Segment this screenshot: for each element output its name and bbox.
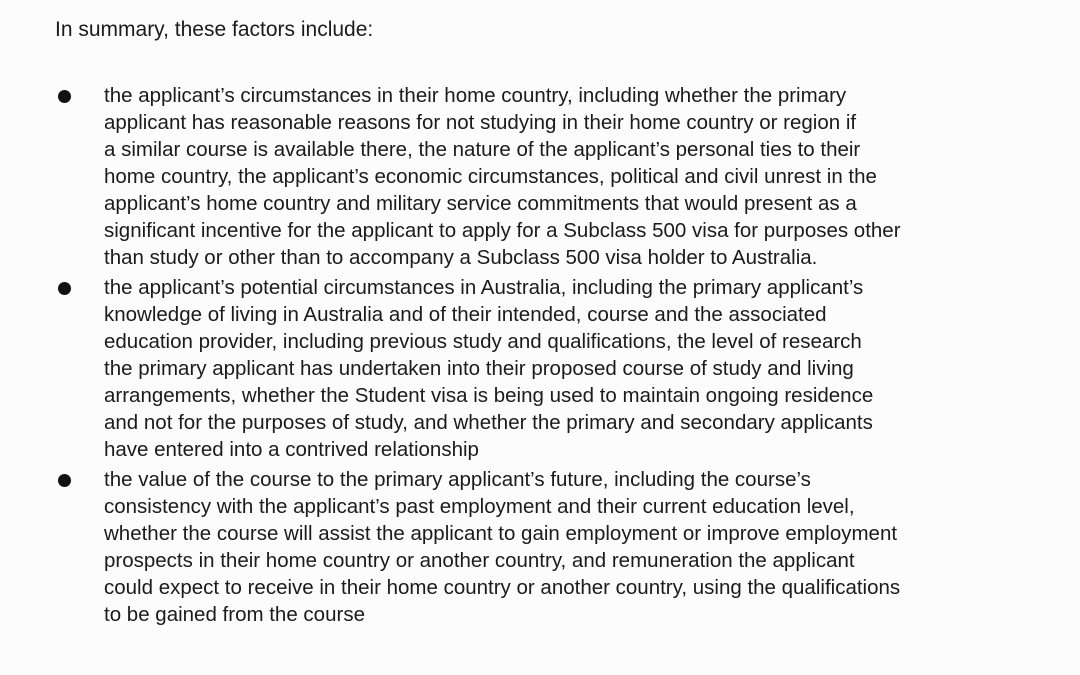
bullet-line: to be gained from the course (104, 603, 365, 626)
bullet-item (55, 82, 1015, 271)
bullet-dot-icon (58, 474, 71, 487)
bullet-line: the value of the course to the primary applicant’s future, including the course’s (104, 468, 811, 491)
bullet-line: could expect to receive in their home country or another country, using the qualifications (104, 576, 901, 599)
bullet-line: than study or other than to accompany a Subclass 500 visa holder to Australia. (104, 246, 818, 269)
bullet-line: applicant’s home country and military service commitments that would present as a (104, 192, 857, 215)
bullet-line: the applicant’s potential circumstances in Australia, including the primary applicant’s (104, 276, 864, 299)
bullet-dot-icon (58, 90, 71, 103)
bullet-line: significant incentive for the applicant to apply for a Subclass 500 visa for purposes other (104, 219, 901, 242)
bullet-line: prospects in their home country or another country, and remuneration the applicant (104, 549, 855, 572)
bullet-line: have entered into a contrived relationship (104, 438, 479, 461)
bullet-line: arrangements, whether the Student visa is being used to maintain ongoing residence (104, 384, 874, 407)
bullet-line: applicant has reasonable reasons for not studying in their home country or region if (104, 111, 857, 134)
bullet-line: whether the course will assist the applicant to gain employment or improve employment (104, 522, 898, 545)
bullet-text (104, 274, 873, 463)
bullet-line: a similar course is available there, the nature of the applicant’s personal ties to their (104, 138, 861, 161)
bullet-text (104, 82, 901, 271)
bullet-line: education provider, including previous study and qualifications, the level of research (104, 330, 862, 353)
bullet-item (55, 274, 1015, 463)
bullet-dot-icon (58, 282, 71, 295)
bullet-line: home country, the applicant’s economic circumstances, political and civil unrest in the (104, 165, 877, 188)
bullet-line: the primary applicant has undertaken into their proposed course of study and living (104, 357, 854, 380)
bullet-line: knowledge of living in Australia and of their intended, course and the associated (104, 303, 827, 326)
summary-heading: In summary, these factors include: (55, 18, 374, 41)
bullet-item (55, 466, 1015, 628)
bullet-text (104, 466, 900, 628)
bullet-line: and not for the purposes of study, and whether the primary and secondary applicants (104, 411, 873, 434)
bullet-list (55, 82, 1015, 631)
bullet-line: consistency with the applicant’s past employment and their current education level, (104, 495, 855, 518)
bullet-line: the applicant’s circumstances in their home country, including whether the primary (104, 84, 847, 107)
